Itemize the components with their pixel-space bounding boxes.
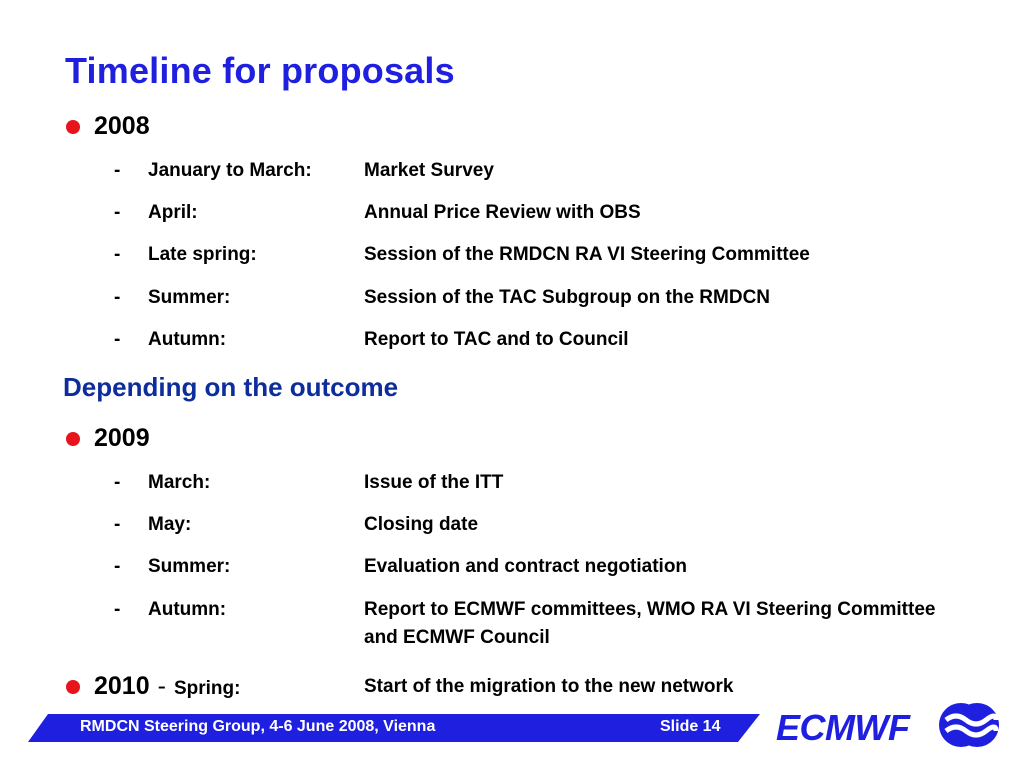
bullet-2008 [66, 112, 150, 141]
year-2009: 2009 [94, 424, 150, 452]
item-label: Summer: [148, 287, 231, 308]
year-2008: 2008 [94, 112, 150, 140]
logo-text: ECMWF [776, 707, 910, 748]
dash: - [114, 160, 121, 181]
item-desc: Report to ECMWF committees, WMO RA VI Steering Committee and ECMWF Council [364, 599, 936, 648]
slide-title: Timeline for proposals [65, 50, 455, 91]
item-desc: Closing date [364, 514, 479, 535]
item-desc: Annual Price Review with OBS [364, 202, 641, 223]
dash: - [114, 472, 121, 493]
dash: - [114, 556, 121, 577]
dash: - [157, 672, 166, 700]
dash: - [114, 244, 121, 265]
item-label: Late spring: [148, 244, 257, 265]
bullet-2010 [66, 672, 240, 701]
slide-number: Slide 14 [660, 718, 721, 735]
bullet-dot-icon [66, 120, 80, 134]
ecmwf-logo-icon [936, 700, 1002, 750]
item-desc: Session of the RMDCN RA VI Steering Committee [364, 244, 810, 265]
year-2010: 2010 [94, 672, 150, 700]
item-desc: Start of the migration to the new network [364, 676, 734, 697]
item-desc: Evaluation and contract negotiation [364, 556, 688, 577]
item-desc: Market Survey [364, 160, 494, 181]
item-desc: Report to TAC and to Council [364, 329, 629, 350]
item-label: Autumn: [148, 329, 227, 350]
item-label: May: [148, 514, 192, 535]
item-label: April: [148, 202, 198, 223]
bullet-2009 [66, 424, 150, 453]
footer-text: RMDCN Steering Group, 4-6 June 2008, Vienna [80, 718, 436, 735]
dash: - [114, 514, 121, 535]
item-desc: Session of the TAC Subgroup on the RMDCN [364, 287, 771, 308]
item-label: January to March: [148, 160, 312, 181]
item-label: Spring: [173, 678, 241, 699]
dash: - [114, 287, 121, 308]
bullet-dot-icon [66, 432, 80, 446]
item-label: Summer: [148, 556, 231, 577]
section-heading: Depending on the outcome [63, 372, 399, 402]
dash: - [114, 329, 121, 350]
item-desc: Issue of the ITT [364, 472, 504, 493]
item-label: March: [148, 472, 211, 493]
item-label: Autumn: [148, 599, 227, 620]
dash: - [114, 599, 121, 620]
bullet-dot-icon [66, 680, 80, 694]
dash: - [114, 202, 121, 223]
